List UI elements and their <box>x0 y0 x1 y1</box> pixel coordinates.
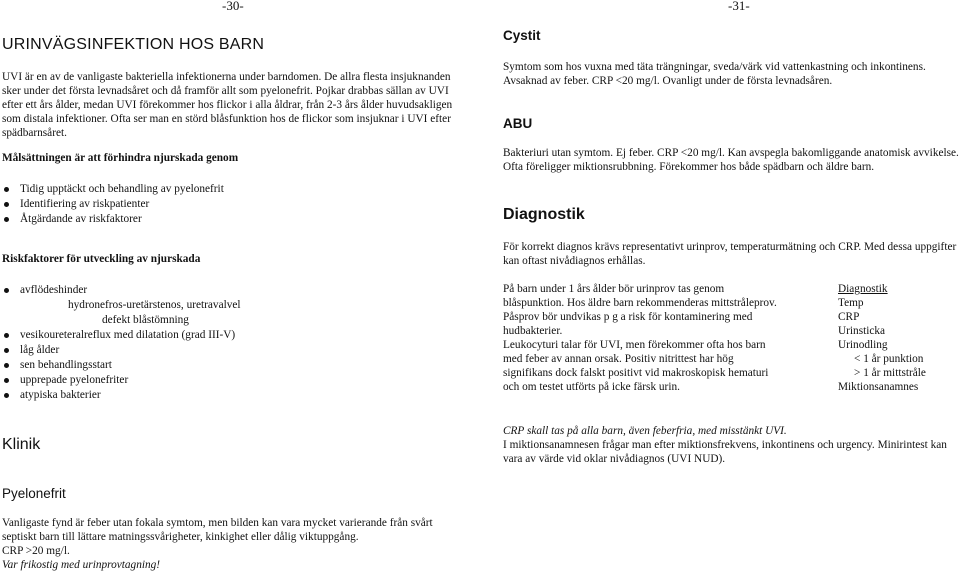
list-item: avflödeshinder <box>2 283 241 298</box>
diagnostik-paragraph-1: På barn under 1 års ålder bör urinprov tas genom blåspunktion. Hos äldre barn rekommenderas mittstråleprov. Påsprov bör undvikas p g a risk för kontaminering med hudbakterier. <box>503 283 777 337</box>
klinik-heading: Klinik <box>2 436 41 453</box>
page-number: -31- <box>728 0 750 13</box>
checklist-item: Miktionsanamnes <box>838 381 919 393</box>
checklist-header: Diagnostik <box>838 283 888 295</box>
checklist-item: Urinodling <box>838 339 888 351</box>
intro-paragraph: UVI är en av de vanligaste bakteriella infektionerna under barndomen. De allra flesta insjuknanden sker under det första levnadsåret och då framför allt som pyelonefrit. Pojkar drabbas sällan av UVI efter ett års ålder, medan UVI förekommer hos flickor i alla åldrar, från 2-3 års ålder huvudsakligen som distala infektioner. Ofta ser man en störd blåsfunktion hos de flickor som insjuknar i UVI efter spädbarnsåret. <box>2 71 453 139</box>
list-subitem: hydronefros-uretärstenos, uretravalvel <box>68 299 241 311</box>
cystit-heading: Cystit <box>503 28 541 43</box>
list-item: sen behandlingsstart <box>2 358 241 373</box>
left-page <box>0 0 475 574</box>
list-item: Identifiering av riskpatienter <box>2 197 224 212</box>
checklist-item: < 1 år punktion <box>854 353 924 365</box>
list-item: låg ålder <box>2 343 241 358</box>
diagnostik-heading: Diagnostik <box>503 206 585 223</box>
diagnostik-intro: För korrekt diagnos krävs representativt urinprov, temperaturmätning och CRP. Med dessa uppgifter kan oftast nivådiagnos erhållas. <box>503 241 957 267</box>
pyelonefrit-text: Vanligaste fynd är feber utan fokala symtom, men bilden kan vara mycket varierande från svårt septiskt barn till lättare matningssvårigheter, kinkighet eller dålig viktuppgång. <box>2 517 433 543</box>
cystit-text: Symtom som hos vuxna med täta trängningar, sveda/värk vid vattenkastning och inkontinens. Avsaknad av feber. CRP <20 mg/l. Ovanligt under de första levnadsåren. <box>503 61 926 87</box>
checklist-item: > 1 år mittstråle <box>854 367 926 379</box>
pyelonefrit-note: Var frikostig med urinprovtagning! <box>2 559 161 571</box>
risk-list <box>2 283 241 403</box>
goal-heading: Målsättningen är att förhindra njurskada genom <box>2 152 239 164</box>
page-title: URINVÄGSINFEKTION HOS BARN <box>2 36 265 53</box>
list-item: Tidig upptäckt och behandling av pyelonefrit <box>2 182 224 197</box>
page-number: -30- <box>222 0 244 13</box>
abu-text: Bakteriuri utan symtom. Ej feber. CRP <20 mg/l. Kan avspegla bakomliggande anatomisk avvikelse. Ofta föreligger miktionsrubbning. Förekommer hos både spädbarn och äldre barn. <box>503 147 959 173</box>
list-subitem: defekt blåstömning <box>102 314 189 326</box>
crp-note: CRP skall tas på alla barn, även feberfria, med misstänkt UVI. <box>503 425 787 437</box>
list-item: Åtgärdande av riskfaktorer <box>2 212 224 227</box>
list-item: upprepade pyelonefriter <box>2 373 241 388</box>
pyelonefrit-crp: CRP >20 mg/l. <box>2 545 70 557</box>
diagnostik-checklist <box>822 282 926 394</box>
diagnostik-paragraph-2: Leukocyturi talar för UVI, men förekommer ofta hos barn med feber av annan orsak. Positiv nitrittest har hög signifikans dock falskt positivt vid makroskopisk hematuri och om testet utförts på icke färsk urin. <box>503 339 769 393</box>
goal-list <box>2 182 224 227</box>
risk-heading: Riskfaktorer för utveckling av njurskada <box>2 253 201 265</box>
checklist-item: CRP <box>838 311 860 323</box>
right-page <box>480 0 960 574</box>
miktionsanamnes-text: I miktionsanamnesen frågar man efter miktionsfrekvens, inkontinens och urgency. Minirintest kan vara av värde vid oklar nivådiagnos (UVI NUD). <box>503 439 947 465</box>
checklist-item: Temp <box>838 297 864 309</box>
list-item: vesikoureteralreflux med dilatation (grad III-V) <box>2 328 241 343</box>
abu-heading: ABU <box>503 116 533 131</box>
checklist-item: Urinsticka <box>838 325 886 337</box>
list-item: atypiska bakterier <box>2 388 241 403</box>
pyelonefrit-heading: Pyelonefrit <box>2 486 66 501</box>
